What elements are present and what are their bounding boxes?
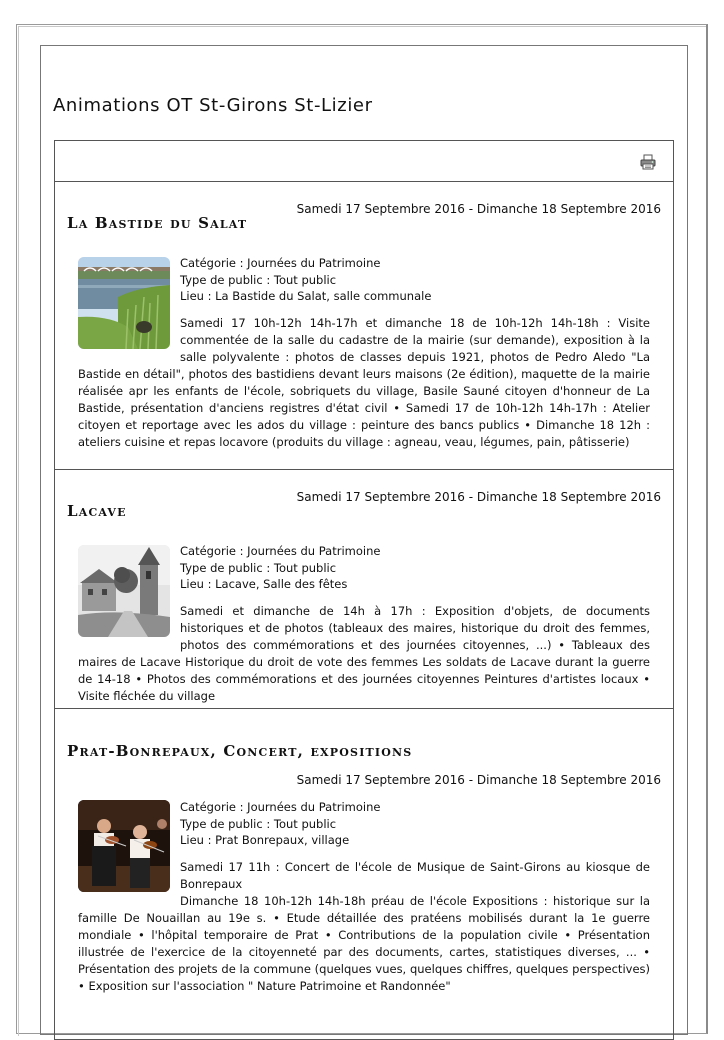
event-item (55, 470, 673, 709)
event-public: Type de public : Tout public (180, 272, 337, 287)
event-item (55, 182, 673, 470)
event-title[interactable]: Prat-Bonrepaux, Concert, expositions (67, 742, 413, 760)
event-category: Catégorie : Journées du Patrimoine (180, 800, 381, 814)
event-date: Samedi 17 Septembre 2016 - Dimanche 18 Septembre 2016 (296, 202, 661, 216)
event-date: Samedi 17 Septembre 2016 - Dimanche 18 Septembre 2016 (296, 490, 661, 504)
event-description (78, 315, 650, 451)
event-public: Type de public : Tout public (180, 560, 337, 575)
event-place: Lieu : Lacave, Salle des fêtes (180, 577, 348, 591)
toolbar (55, 141, 673, 182)
event-category: Catégorie : Journées du Patrimoine (180, 544, 381, 558)
event-description-text: Dimanche 18 10h-12h 14h-18h préau de l'école Expositions : historique sur la famille De Nouaillan au 19e s. • Etude détaillée des pratéens mobilisés durant la 1e guerre mondiale • l'hôpital temporaire de Prat • Contributions de la population civile • Présentation illustrée de l'exercice de la citoyenneté par des documents, cartes, statistiques diverses, ... • Présentation des projets de la commune (quelques vues, quelques chiffres, quelques perspectives) • Exposition sur l'association " Nature Patrimoine et Randonnée" (78, 894, 650, 993)
event-place: Lieu : La Bastide du Salat, salle communale (180, 289, 432, 303)
event-public: Type de public : Tout public (180, 816, 337, 831)
event-description-text: Samedi 17 10h-12h 14h-17h et dimanche 18 de 10h-12h 14h-18h : Visite commentée de la salle du cadastre de la mairie (sur demande), exposition à la salle polyvalente : photos de classes depuis 1921, photos de Pedro Aledo "La Bastide en détail", photos des bastidiens devant leurs maisons (2e édition), maquette de la mairie réalisée apr les enfants de l'école, sobriquets du village, Basile Sauné citoyen d'honneur de La Bastide, présentation d'anciens registres d'état civil • Samedi 17 de 10h-12h 14h-17h : Atelier citoyen et reportage avec les ados du village : peinture des bancs publics • Dimanche 18 12h : ateliers cuisine et repas locavore (produits du village : agneau, veau, légumes, pain, pâtisserie) (78, 316, 650, 449)
event-description (78, 603, 650, 705)
events-container (54, 140, 674, 1040)
event-title[interactable]: La Bastide du Salat (67, 214, 248, 232)
event-description (78, 859, 650, 995)
event-description-text: Samedi et dimanche de 14h à 17h : Exposition d'objets, de documents historiques et de photos (tableaux des maires, historique du droit des femmes, photos des commémorations et des journées citoyennes, ...) • Tableaux des maires de Lacave Historique du droit de vote des femmes Les soldats de Lacave durant la guerre de 14-18 • Photos des commémorations et des journées citoyennes Peintures d'artistes locaux • Visite fléchée du village (78, 604, 650, 703)
event-category: Catégorie : Journées du Patrimoine (180, 256, 381, 270)
printer-icon[interactable] (640, 154, 656, 170)
event-description-text: Samedi 17 11h : Concert de l'école de Musique de Saint-Girons au kiosque de Bonrepaux (180, 860, 650, 891)
event-title[interactable]: Lacave (67, 502, 127, 520)
event-item (55, 709, 673, 1029)
event-date: Samedi 17 Septembre 2016 - Dimanche 18 Septembre 2016 (296, 773, 661, 787)
event-place: Lieu : Prat Bonrepaux, village (180, 833, 350, 847)
page-title: Animations OT St-Girons St-Lizier (53, 95, 373, 116)
